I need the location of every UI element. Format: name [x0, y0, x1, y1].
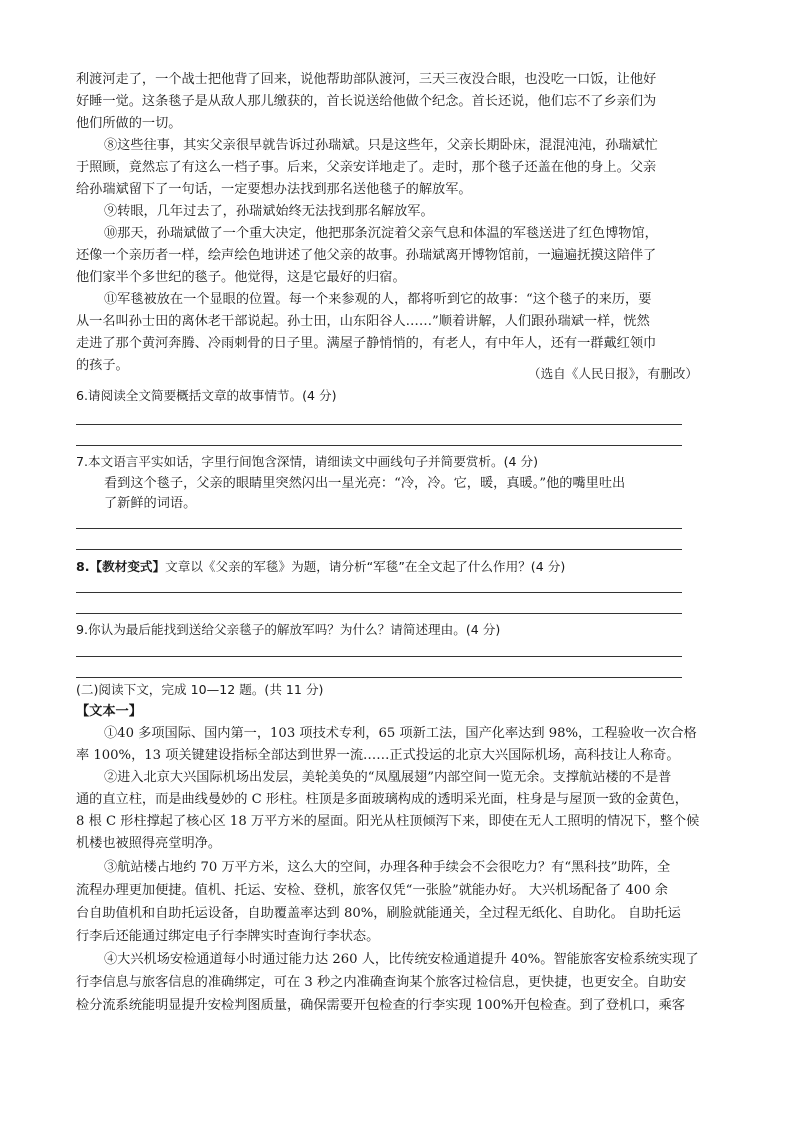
story-line: 的孩子。: [76, 358, 129, 373]
question-6: 6.请阅读全文简要概括文章的故事情节。(4 分): [76, 388, 337, 403]
story-line: 于照顾，竟然忘了有这么一档子事。后来，父亲安详地走了。走时，那个毯子还盖在他的身上。父亲: [76, 160, 657, 175]
text-one-paragraph-1: ①40 多项国际、国内第一，103 项技术专利，65 项新工法，国产化率达到 98%，工程验收一次合格: [104, 726, 697, 741]
text-one-line: 通的直立柱，而是曲线曼妙的 C 形柱。柱顶是多面玻璃构成的透明采光面，柱身是与屋顶一致的金黄色，: [76, 792, 688, 807]
question-7-quote: 了新鲜的词语。: [104, 496, 197, 511]
text-one-line: 台自助值机和自助托运设备，自助覆盖率达到 80%，刷脸就能通关，全过程无纸化、自助化。 自助托运: [76, 906, 681, 921]
text-one-line: 8 根 C 形柱撑起了核心区 18 万平方米的屋面。阳光从柱顶倾泻下来，即使在无人工照明的情况下，整个候: [76, 814, 700, 829]
text-one-paragraph-3: ③航站楼占地约 70 万平方米，这么大的空间，办理各种手续会不会很吃力？有“黑科技”助阵，全: [104, 860, 671, 875]
question-7: 7.本文语言平实如话，字里行间饱含深情，请细读文中画线句子并简要赏析。(4 分): [76, 454, 539, 469]
story-paragraph-11: ⑪军毯被放在一个显眼的位置。每一个来参观的人，都将听到它的故事：“这个毯子的来历，要: [104, 292, 652, 307]
story-paragraph-8: ⑧这些往事，其实父亲很早就告诉过孙瑞斌。只是这些年，父亲长期卧床，混混沌沌，孙瑞斌忙: [104, 138, 658, 153]
question-8-text: 文章以《父亲的军毯》为题，请分析“军毯”在全文起了什么作用？(4 分): [165, 559, 566, 574]
text-one-paragraph-4: ④大兴机场安检通道每小时通过能力达 260 人，比传统安检通道提升 40%。智能旅客安检系统实现了: [104, 952, 699, 967]
answer-line[interactable]: [76, 445, 682, 446]
text-one-line: 流程办理更加便捷。值机、托运、安检、登机，旅客仅凭“一张脸”就能办好。 大兴机场配备了 400 余: [76, 883, 668, 898]
text-one-line: 行李信息与旅客信息的准确绑定，可在 3 秒之内准确查询某个旅客过检信息，更快捷，也更安全。自助安: [76, 975, 687, 990]
story-line: 他们所做的一切。: [76, 116, 182, 131]
story-paragraph-10: ⑩那天，孙瑞斌做了一个重大决定，他把那条沉淀着父亲气息和体温的军毯送进了红色博物馆，: [104, 226, 658, 241]
story-paragraph-9: ⑨转眼，几年过去了，孙瑞斌始终无法找到那名解放军。: [104, 204, 434, 219]
text-one-line: 率 100%，13 项关键建设指标全部达到世界一流……正式投运的北京大兴国际机场，高科技让人称奇。: [76, 748, 680, 763]
story-line: 从一名叫孙士田的离休老干部说起。孙士田，山东阳谷人……”顺着讲解，人们跟孙瑞斌一样，恍然: [76, 314, 650, 329]
text-one-paragraph-2: ②进入北京大兴国际机场出发层，美轮美奂的“凤凰展翅”内部空间一览无余。支撑航站楼的不是普: [104, 770, 672, 785]
question-8: [76, 557, 704, 577]
text-one-label: 【文本一】: [76, 704, 142, 719]
story-line: 好睡一觉。这条毯子是从敌人那儿缴获的，首长说送给他做个纪念。首长还说，他们忘不了乡亲们为: [76, 94, 657, 109]
story-line: 走进了那个黄河奔腾、冷雨刺骨的日子里。满屋子静悄悄的，有老人，有中年人，还有一群戴红领巾: [76, 336, 657, 351]
answer-line[interactable]: [76, 592, 682, 593]
answer-line[interactable]: [76, 528, 682, 529]
source-citation: （选自《人民日报》，有删改）: [527, 366, 698, 381]
answer-line[interactable]: [76, 549, 682, 550]
story-line: 给孙瑞斌留下了一句话，一定要想办法找到那名送他毯子的解放军。: [76, 182, 472, 197]
text-one-line: 检分流系统能明显提升安检判图质量，确保需要开包检查的行李实现 100%开包检查。到了登机口，乘客: [76, 998, 685, 1013]
answer-line[interactable]: [76, 424, 682, 425]
question-7-quote: 看到这个毯子，父亲的眼睛里突然闪出一星光亮：“冷，冷。它，暖，真暖。”他的嘴里吐出: [104, 476, 626, 491]
text-one-line: 行李后还能通过绑定电子行李牌实时查询行李状态。: [76, 929, 380, 944]
question-8-tag: 8.【教材变式】: [76, 559, 166, 574]
text-one-line: 机楼也被照得亮堂明净。: [76, 836, 222, 851]
story-line: 还像一个亲历者一样，绘声绘色地讲述了他父亲的故事。孙瑞斌离开博物馆前，一遍遍抚摸这陪伴了: [76, 248, 657, 263]
answer-line[interactable]: [76, 656, 682, 657]
section-2-heading: (二)阅读下文，完成 10—12 题。(共 11 分): [76, 682, 324, 697]
answer-line[interactable]: [76, 677, 682, 678]
story-line: 他们家半个多世纪的毯子。他觉得，这是它最好的归宿。: [76, 270, 406, 285]
story-line: 利渡河走了，一个战士把他背了回来，说他帮助部队渡河，三天三夜没合眼，也没吃一口饭，让他好: [76, 72, 657, 87]
question-9: 9.你认为最后能找到送给父亲毯子的解放军吗？为什么？请简述理由。(4 分): [76, 622, 501, 637]
answer-line[interactable]: [76, 613, 682, 614]
